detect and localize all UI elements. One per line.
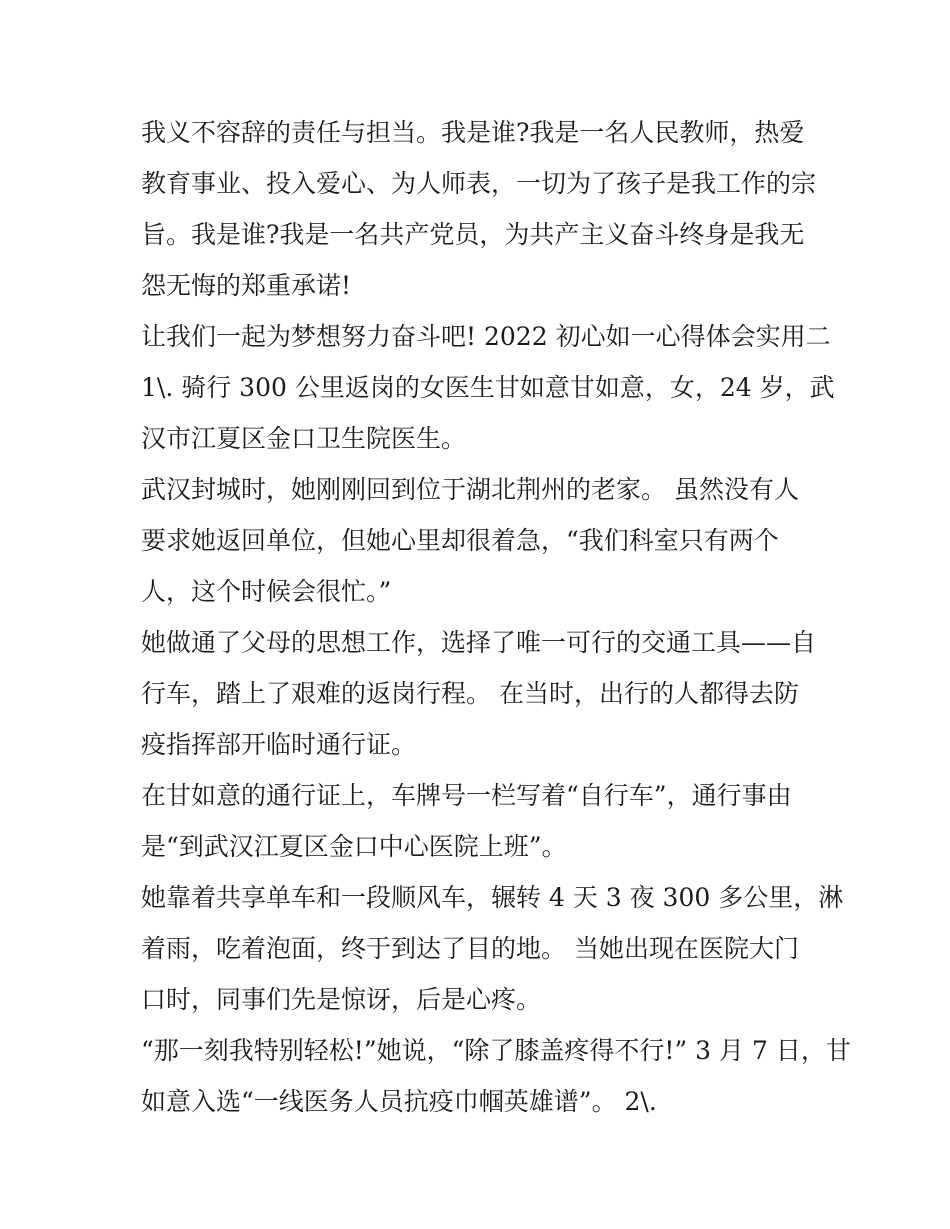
text-line: 1\. 骑行 300 公里返岗的女医生甘如意甘如意，女，24 岁，武	[141, 373, 835, 402]
text-line: 在甘如意的通行证上，车牌号一栏写着“自行车”，通行事由	[141, 781, 792, 810]
text-line: 汉市江夏区金口卫生院医生。	[141, 424, 467, 453]
text-line: 口时，同事们先是惊讶，后是心疼。	[141, 985, 542, 1014]
text-line: 武汉封城时，她刚刚回到位于湖北荆州的老家。 虽然没有人	[141, 475, 799, 504]
text-line: 旨。我是谁?我是一名共产党员，为共产主义奋斗终身是我无	[141, 220, 805, 249]
document-body	[141, 107, 851, 1127]
text-line: 她靠着共享单车和一段顺风车，辗转 4 天 3 夜 300 多公里，淋	[141, 883, 844, 912]
text-line: 如意入选“一线医务人员抗疫巾帼英雄谱”。 2\.	[141, 1087, 657, 1116]
text-line: 是“到武汉江夏区金口中心医院上班”。	[141, 832, 567, 861]
text-line: 人，这个时候会很忙。”	[141, 577, 392, 606]
text-line: 要求她返回单位，但她心里却很着急，“我们科室只有两个	[141, 526, 779, 555]
text-line: 让我们一起为梦想努力奋斗吧! 2022 初心如一心得体会实用二	[141, 322, 831, 351]
text-line: 疫指挥部开临时通行证。	[141, 730, 417, 759]
text-line: 我义不容辞的责任与担当。我是谁?我是一名人民教师，热爱	[141, 118, 805, 147]
text-line: 教育事业、投入爱心、为人师表，一切为了孩子是我工作的宗	[141, 169, 817, 198]
text-line: 她做通了父母的思想工作，选择了唯一可行的交通工具——自	[141, 628, 817, 657]
text-line: “那一刻我特别轻松!”她说，“除了膝盖疼得不行!” 3 月 7 日，甘	[141, 1036, 851, 1065]
text-line: 怨无悔的郑重承诺!	[141, 271, 352, 300]
text-line: 行车，踏上了艰难的返岗行程。 在当时，出行的人都得去防	[141, 679, 799, 708]
text-line: 着雨，吃着泡面，终于到达了目的地。 当她出现在医院大门	[141, 934, 799, 963]
